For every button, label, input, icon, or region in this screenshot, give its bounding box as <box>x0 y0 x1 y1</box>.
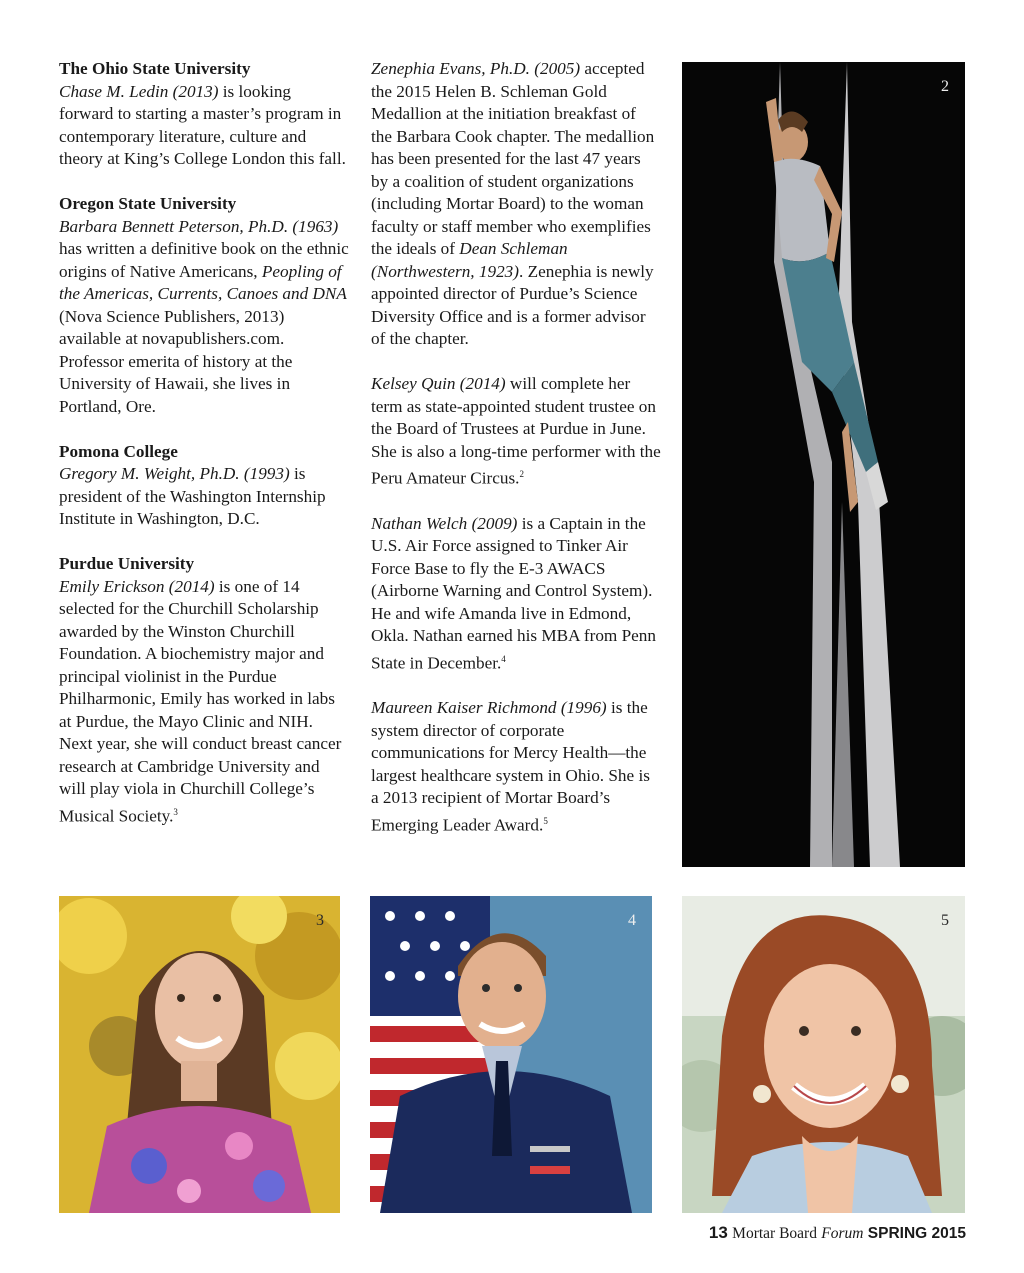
maureen-portrait-photo <box>682 896 965 1213</box>
photo-number: 3 <box>316 912 324 929</box>
alumni-name: Zenephia Evans, Ph.D. (2005) <box>371 59 581 78</box>
entry-text: is president of the Washington Internship Institute in Washington, D.C. <box>59 464 326 528</box>
emily-portrait-photo <box>59 896 340 1213</box>
maureen-portrait-illustration <box>682 896 965 1213</box>
entry-text: (Nova Science Publishers, 2013) available at novapublishers.com. Professor emerita of history at the University of Hawaii, she lives in Portland, Ore. <box>59 306 293 416</box>
entry-text: is one of 14 selected for the Churchill Scholarship awarded by the Winston Churchill Foundation. A biochemistry major and principal violinist in the Purdue Philharmonic, Emily has worked in labs at Purdue, the Mayo Clinic and NIH. Next year, she will conduct breast cancer research at Cambridge University and will play viola in Churchill College’s Musical Society. <box>59 576 342 826</box>
alumni-name: Maureen Kaiser Richmond (1996) <box>371 698 607 718</box>
alumni-name: Nathan Welch (2009) <box>371 513 518 533</box>
magazine-name: Mortar Board <box>732 1225 817 1242</box>
nathan-portrait-illustration <box>370 896 652 1213</box>
entry-text: is a Captain in the U.S. Air Force assigned to Tinker Air Force Base to fly the E-3 AWACS (Airborne Warning and Control System). He and wife Amanda live in Edmond, Okla. Nathan earned his MBA from Penn State in December. <box>371 513 656 673</box>
entry-text: will complete her term as state-appointed student trustee on the Board of Trustees at Purdue in June. She is also a long-time performer with the Peru Amateur Circus. <box>371 374 661 488</box>
entry-quin <box>371 373 661 490</box>
article-column-right <box>371 58 661 860</box>
nathan-portrait-photo <box>370 896 652 1213</box>
entry-pomona <box>59 441 349 531</box>
article-column-left <box>59 58 349 850</box>
school-heading: The Ohio State University <box>59 59 251 78</box>
photo-reference: 2 <box>519 469 524 479</box>
emily-portrait-illustration <box>59 896 340 1213</box>
page-number: 13 <box>708 1223 728 1242</box>
entry-ohio-state <box>59 58 349 171</box>
photo-number: 5 <box>941 912 949 929</box>
entry-text: has written a definitive book on the ethnic origins of Native Americans, <box>59 239 349 281</box>
magazine-forum: Forum <box>821 1225 864 1242</box>
photo-reference: 3 <box>173 806 178 817</box>
alumni-name: Barbara Bennett Peterson, Ph.D. (1963) <box>59 216 339 236</box>
entry-purdue <box>59 553 349 828</box>
alumni-name: Emily Erickson (2014) <box>59 576 215 596</box>
entry-text: accepted the 2015 Helen B. Schleman Gold Medallion at the initiation breakfast of the Barbara Cook chapter. The medallion has been presented for the last 47 years by a coalition of student organizations (including Mortar Board) to the woman faculty or staff member who exemplifies the ideals of <box>371 59 655 258</box>
entry-richmond <box>371 697 661 837</box>
alumni-name: Chase M. Ledin (2013) <box>59 81 219 101</box>
photo-number: 2 <box>941 78 949 95</box>
school-heading: Purdue University <box>59 554 195 573</box>
aerial-performer-photo <box>682 62 965 867</box>
photo-reference: 4 <box>501 653 506 664</box>
entry-oregon-state <box>59 193 349 418</box>
entry-text: . Zenephia is newly appointed director of Purdue’s Science Diversity Office and is a former advisor of the chapter. <box>371 261 654 348</box>
photo-number: 4 <box>628 912 636 929</box>
issue-season: SPRING 2015 <box>867 1225 966 1242</box>
entry-text: is looking forward to starting a master’s program in contemporary literature, culture and theory at King’s College London this fall. <box>59 81 346 168</box>
school-heading: Pomona College <box>59 441 178 461</box>
book-title: Peopling of the Americas, Currents, Canoes and DNA <box>59 261 347 303</box>
photo-reference: 5 <box>543 815 548 826</box>
school-heading: Oregon State University <box>59 194 237 213</box>
honoree-name: Dean Schleman (Northwestern, 1923) <box>371 239 568 281</box>
alumni-name: Gregory M. Weight, Ph.D. (1993) <box>59 464 290 483</box>
page-footer <box>640 1223 966 1243</box>
entry-evans <box>371 58 661 351</box>
aerial-performer-illustration <box>682 62 965 867</box>
alumni-name: Kelsey Quin (2014) <box>371 374 506 393</box>
entry-welch <box>371 513 661 675</box>
entry-text: is the system director of corporate communications for Mercy Health—the largest healthcare system in Ohio. She is a 2013 recipient of Mortar Board’s Emerging Leader Award. <box>371 698 650 835</box>
